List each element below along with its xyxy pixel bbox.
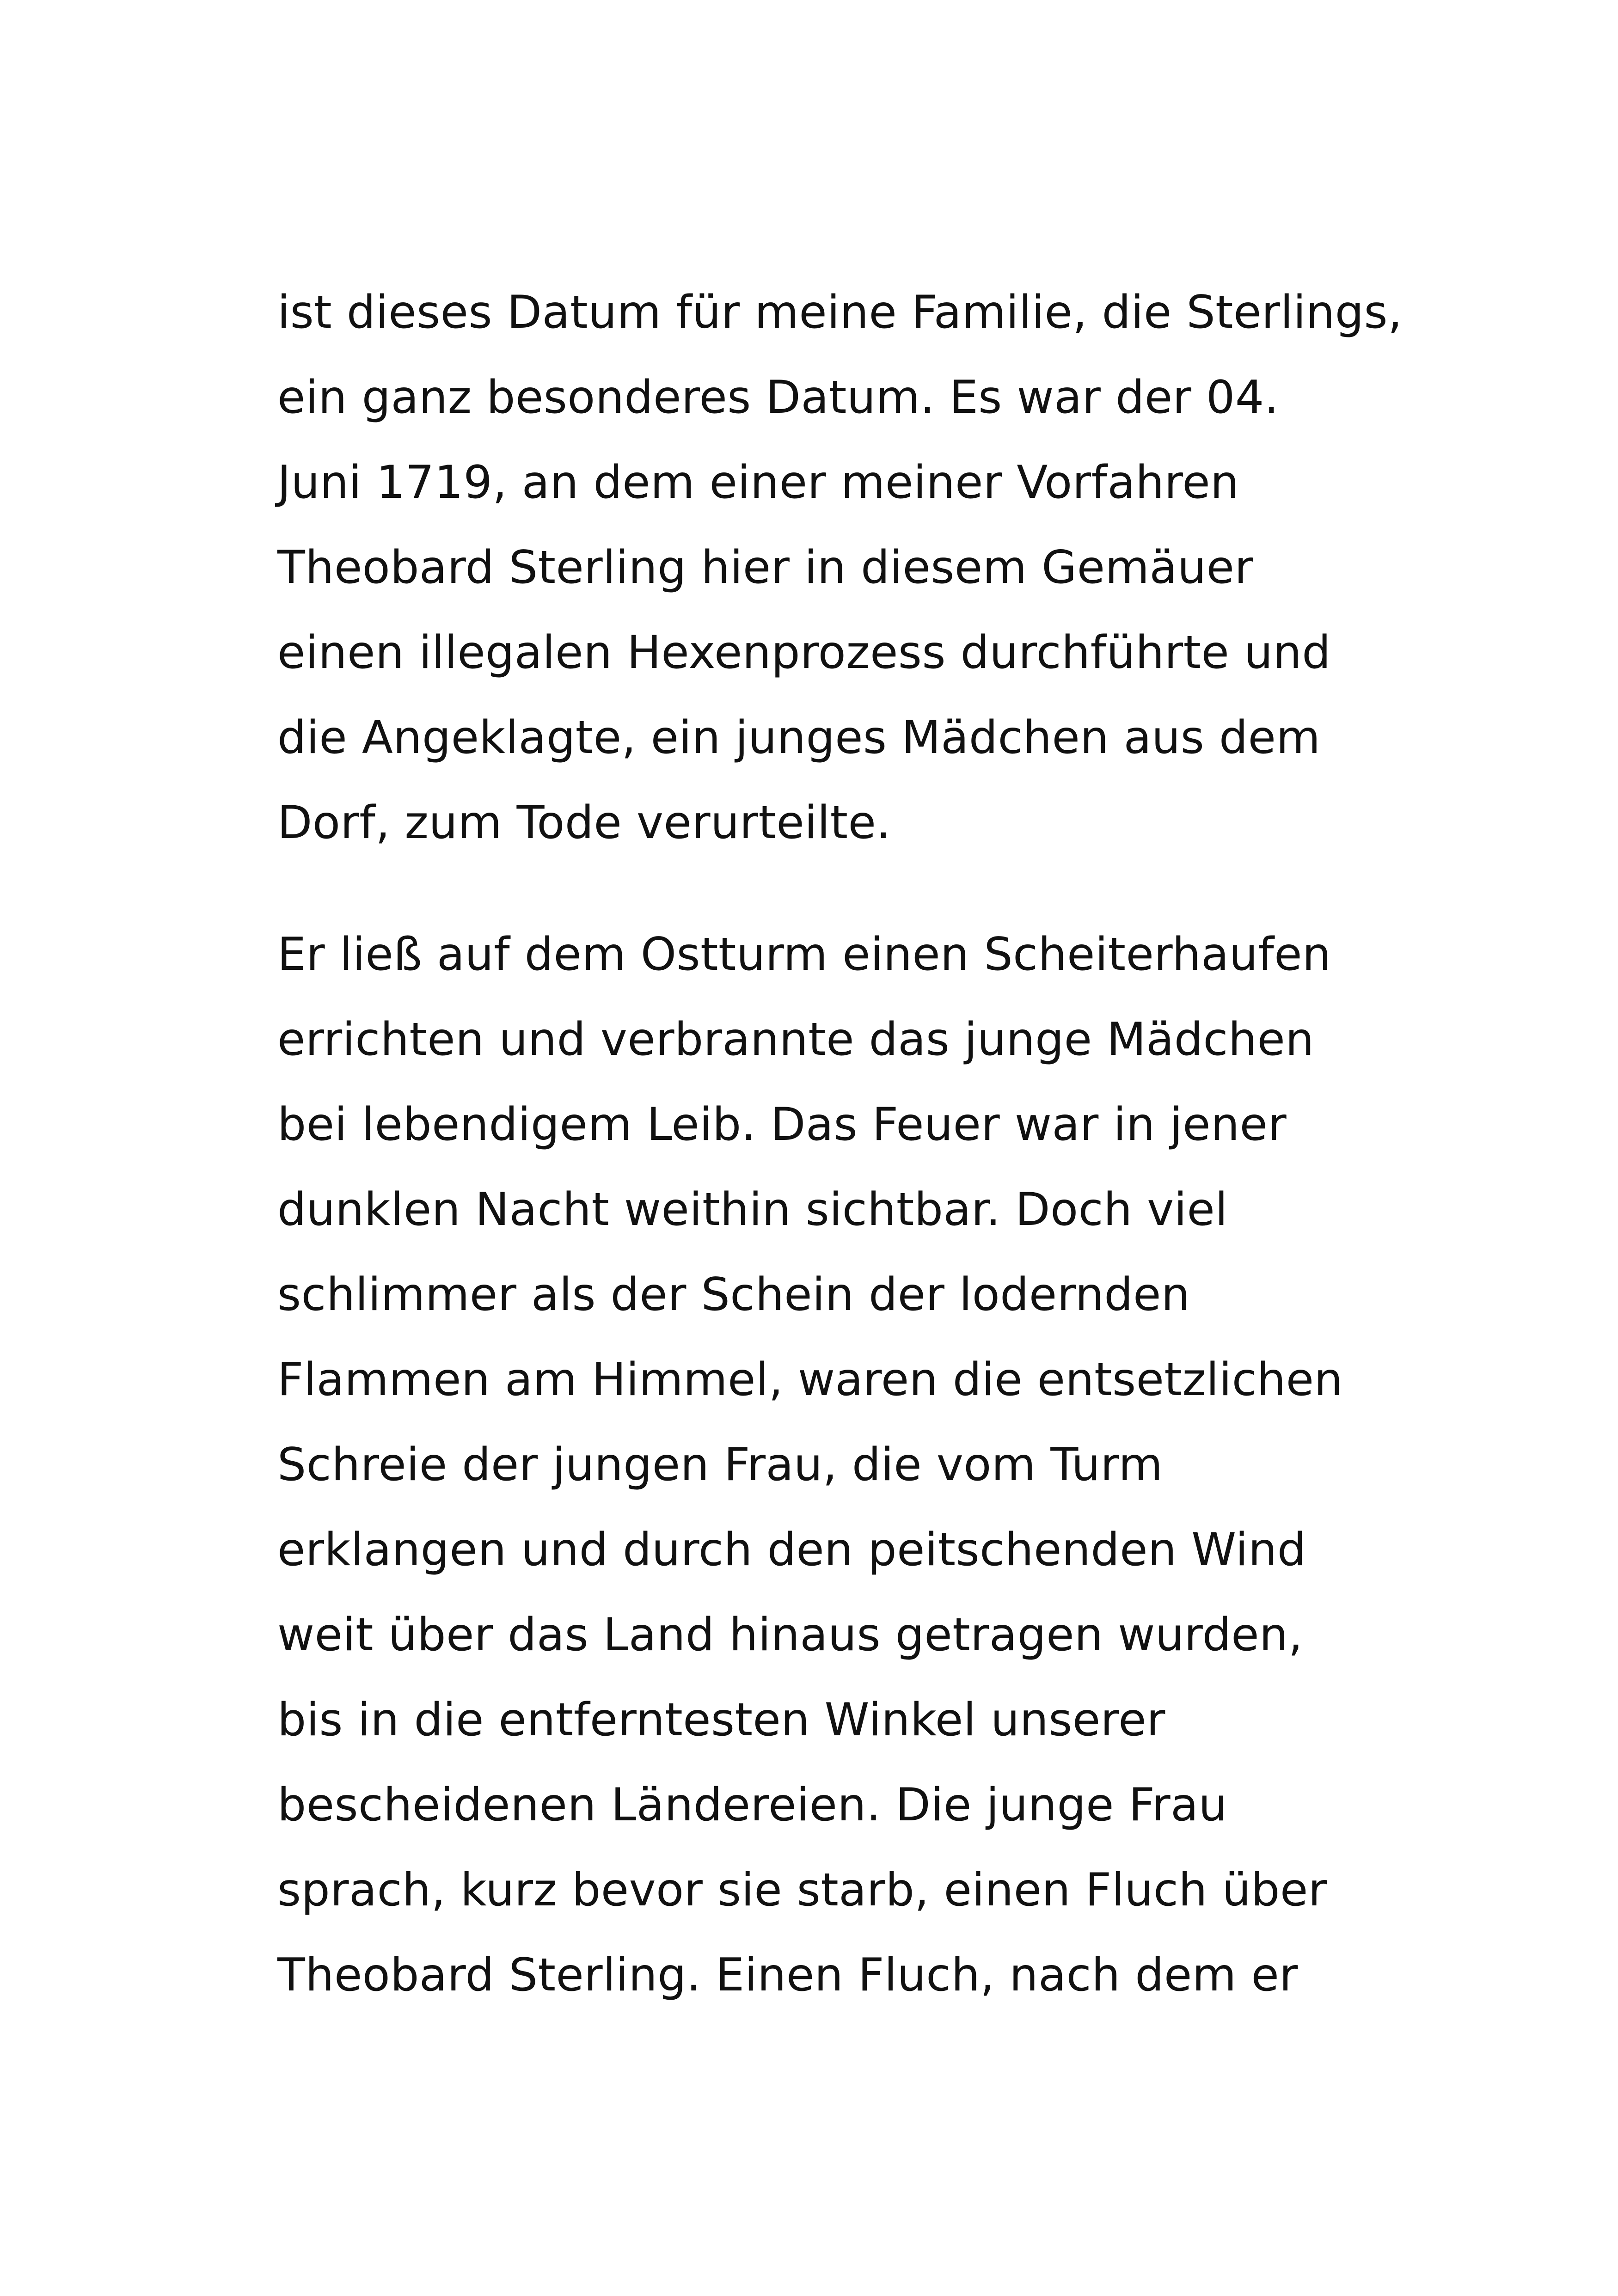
text-line: ein ganz besonderes Datum. Es war der 04. [277, 371, 1279, 424]
text-line: bis in die entferntesten Winkel unserer [277, 1694, 1165, 1746]
paragraph-1 [277, 270, 1403, 865]
text-line: erklangen und durch den peitschenden Wind [277, 1524, 1306, 1576]
text-line: schlimmer als der Schein der lodernden [277, 1268, 1190, 1321]
text-line: Theobard Sterling. Einen Fluch, nach dem er [277, 1949, 1299, 2002]
text-line: dunklen Nacht weithin sichtbar. Doch viel [277, 1183, 1228, 1236]
text-line: Theobard Sterling hier in diesem Gemäuer [277, 541, 1254, 594]
text-line: einen illegalen Hexenprozess durchführte und [277, 626, 1331, 679]
text-line: ist dieses Datum für meine Familie, die Sterlings, [277, 286, 1403, 339]
text-line: sprach, kurz bevor sie starb, einen Fluch über [277, 1864, 1327, 1916]
paragraph-2 [277, 912, 1387, 2018]
text-line: Juni 1719, an dem einer meiner Vorfahren [277, 456, 1239, 509]
text-line: Dorf, zum Tode verurteilte. [277, 796, 891, 849]
text-line: weit über das Land hinaus getragen wurden, [277, 1609, 1303, 1661]
text-line: bei lebendigem Leib. Das Feuer war in jener [277, 1098, 1287, 1151]
text-line: Flammen am Himmel, waren die entsetzlichen [277, 1353, 1343, 1406]
text-line: die Angeklagte, ein junges Mädchen aus dem [277, 711, 1321, 764]
text-line: Er ließ auf dem Ostturm einen Scheiterhaufen [277, 928, 1331, 981]
text-line: Schreie der jungen Frau, die vom Turm [277, 1439, 1163, 1491]
text-line: bescheidenen Ländereien. Die junge Frau [277, 1779, 1228, 1831]
text-line: errichten und verbrannte das junge Mädchen [277, 1013, 1314, 1066]
